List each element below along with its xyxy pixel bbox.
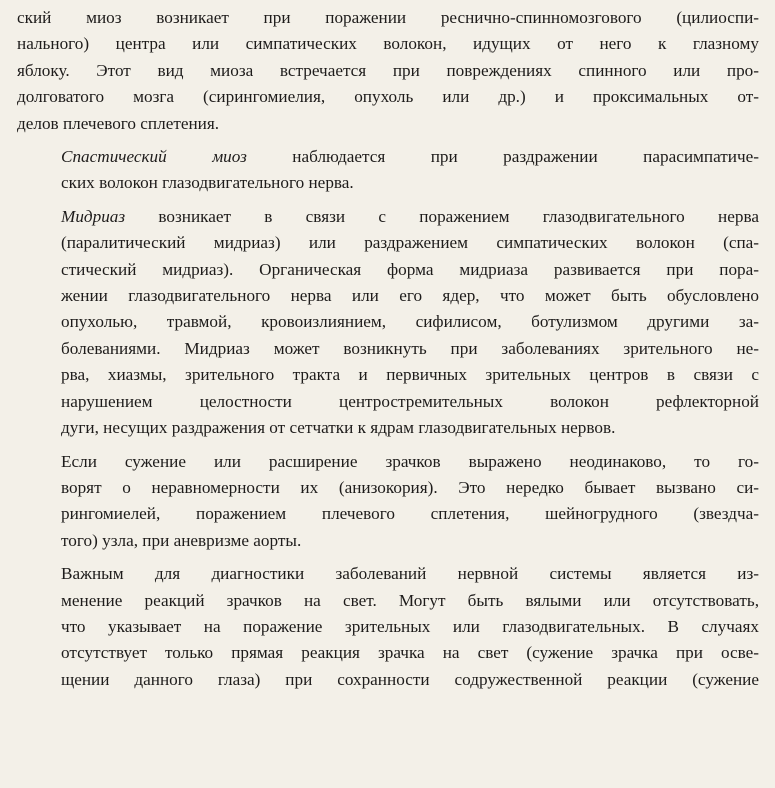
text-line: нарушением целостности центростремительных волокон рефлекторной [61, 391, 759, 411]
text-fragment: наблюдается при раздражении парасимпатиче- [246, 147, 759, 167]
text-line: Если сужение или расширение зрачков выражено неодинаково, то го- [61, 451, 759, 471]
text-line: опухолью, травмой, кровоизлиянием, сифилисом, ботулизмом другими за- [61, 312, 759, 332]
text-line: рва, хиазмы, зрительного тракта и первичных зрительных центров в связи с [61, 365, 759, 385]
term-mydriasis: Мидриаз [61, 206, 126, 226]
text-line: того) узла, при аневризме аорты. [61, 530, 302, 550]
text-line: (паралитический мидриаз) или раздражением симпатических волокон (спа- [61, 233, 759, 253]
text-line: дуги, несущих раздражения от сетчатки к ядрам глазодвигательных нервов. [61, 418, 616, 438]
text-line: рингомиелей, поражением плечевого сплетения, шейногрудного (звездча- [61, 504, 759, 524]
text-line: ворят о неравномерности их (анизокория). Это нередко бывает вызвано си- [61, 477, 759, 497]
text-line: что указывает на поражение зрительных или глазодвигательных. В случаях [61, 616, 759, 636]
text-line: яблоку. Этот вид миоза встречается при повреждениях спинного или про- [17, 60, 759, 80]
text-line: отсутствует только прямая реакция зрачка на свет (сужение зрачка при осве- [61, 643, 759, 663]
text-fragment: возникает в связи с поражением глазодвигательного нерва [125, 206, 759, 226]
text-line: долговатого мозга (сирингомиелия, опухоль или др.) и проксимальных от- [17, 87, 759, 107]
text-line: болеваниями. Мидриаз может возникнуть при заболеваниях зрительного не- [61, 338, 759, 358]
paragraph-miosis-sympathetic [17, 5, 759, 137]
text-line [17, 144, 759, 170]
text-line: нального) центра или симпатических волокон, идущих от него к глазному [17, 34, 759, 54]
text-line: щении данного глаза) при сохранности содружественной реакции (сужение [61, 669, 759, 689]
text-line: ских волокон глазодвигательного нерва. [61, 173, 354, 193]
term-spastic-miosis: Спастический миоз [61, 147, 247, 167]
paragraph-mydriasis [17, 204, 759, 442]
text-line: стический мидриаз). Органическая форма мидриаза развивается при пора- [61, 259, 759, 279]
paragraph-pupil-light-reaction [17, 561, 759, 693]
text-line: жении глазодвигательного нерва или его ядер, что может быть обусловлено [61, 286, 759, 306]
text-line: ский миоз возникает при поражении реснично-спинномозгового (цилиоспи- [17, 8, 759, 27]
text-line: Важным для диагностики заболеваний нервной системы является из- [61, 564, 759, 584]
paragraph-anisocoria [17, 449, 759, 555]
text-line: менение реакций зрачков на свет. Могут быть вялыми или отсутствовать, [61, 590, 759, 610]
text-line: делов плечевого сплетения. [17, 113, 220, 133]
text-line [17, 204, 759, 230]
paragraph-spastic-miosis [17, 144, 759, 197]
